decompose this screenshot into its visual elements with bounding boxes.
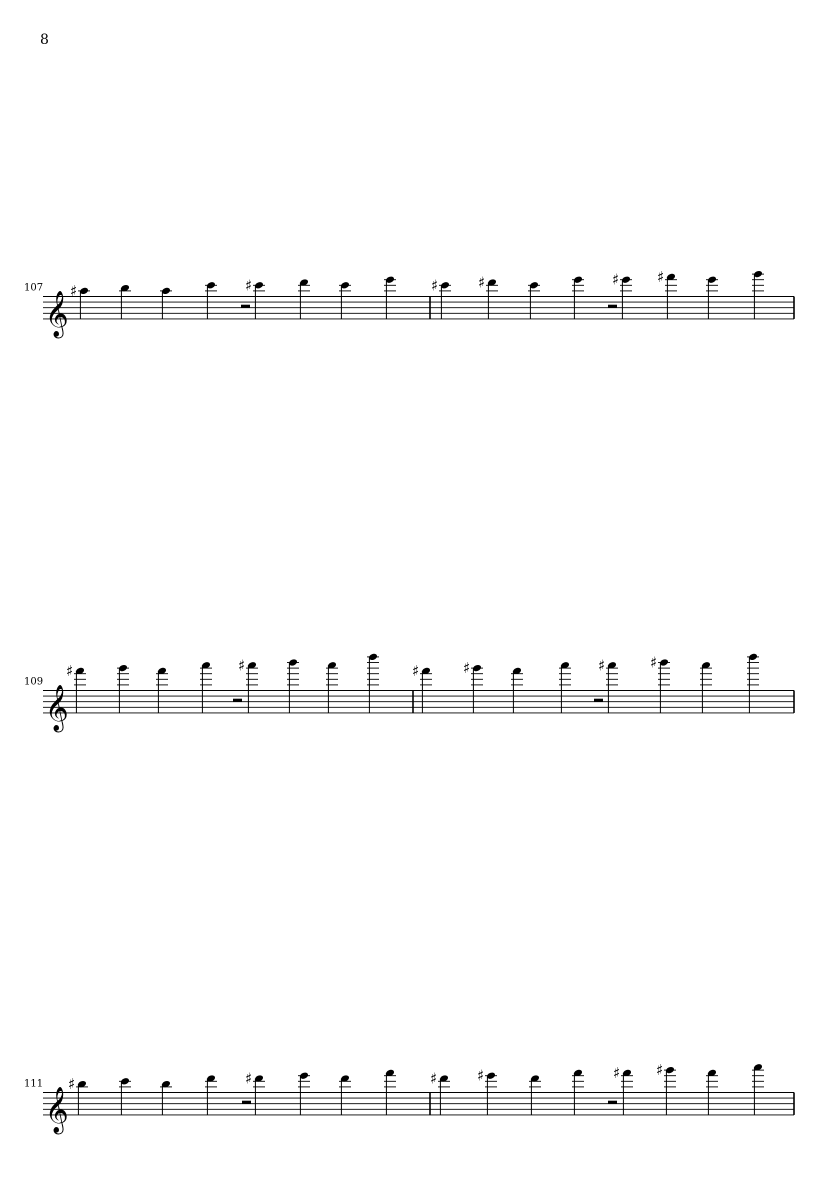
sharp-icon: ♯ [412,661,420,680]
note [613,1064,633,1115]
note [156,667,168,713]
sharp-icon: ♯ [431,276,439,295]
sharp-icon: ♯ [477,1066,485,1085]
note [706,1069,718,1115]
sharp-icon: ♯ [598,656,606,675]
note [245,276,265,319]
note [205,1074,217,1115]
note [66,662,86,713]
sharp-icon: ♯ [430,1069,438,1088]
sharp-icon: ♯ [463,659,471,678]
sharp-icon: ♯ [656,1061,664,1080]
note [747,653,759,713]
system [24,1061,794,1135]
half-rest [608,1101,617,1104]
measure-number: 109 [24,676,44,688]
treble-clef-icon: 𝄞 [45,290,69,337]
note [657,268,677,319]
half-rest [608,305,617,308]
note [650,654,670,713]
sharp-icon: ♯ [657,267,665,286]
sharp-icon: ♯ [613,1063,621,1082]
note [412,662,432,713]
sharp-icon: ♯ [70,281,78,300]
system [24,653,794,733]
sharp-icon: ♯ [245,276,253,295]
note [200,661,212,713]
note [511,667,523,713]
sharp-icon: ♯ [650,653,658,672]
treble-clef-icon: 𝄞 [45,684,69,731]
measure-number: 111 [24,1078,44,1090]
sharp-icon: ♯ [238,656,246,675]
treble-clef-icon: 𝄞 [45,1086,69,1133]
note [117,664,129,713]
note [384,275,396,318]
note [298,278,310,319]
note [477,1067,497,1115]
note [706,275,718,318]
note [752,270,764,319]
note [326,661,338,713]
note [384,1069,396,1115]
half-rest [242,1101,251,1104]
note [572,275,584,318]
note [559,661,571,713]
note [612,271,632,319]
note [752,1063,764,1115]
note [287,658,299,713]
sharp-icon: ♯ [68,1075,76,1094]
note [367,653,379,713]
sharp-icon: ♯ [478,273,486,292]
note [298,1071,310,1114]
sharp-icon: ♯ [612,270,620,289]
note [700,661,712,713]
note [160,287,172,319]
half-rest [233,699,242,702]
note [656,1061,676,1115]
note [463,659,483,713]
sharp-icon: ♯ [245,1069,253,1088]
half-rest [241,305,250,308]
note [529,1074,541,1115]
measure-number: 107 [24,282,44,294]
note [238,656,258,713]
system [24,268,794,339]
note [572,1069,584,1115]
note [598,656,618,713]
page-number: 8 [40,32,49,48]
half-rest [594,699,603,702]
note [431,276,451,319]
sharp-icon: ♯ [66,661,74,680]
note [339,1074,351,1115]
